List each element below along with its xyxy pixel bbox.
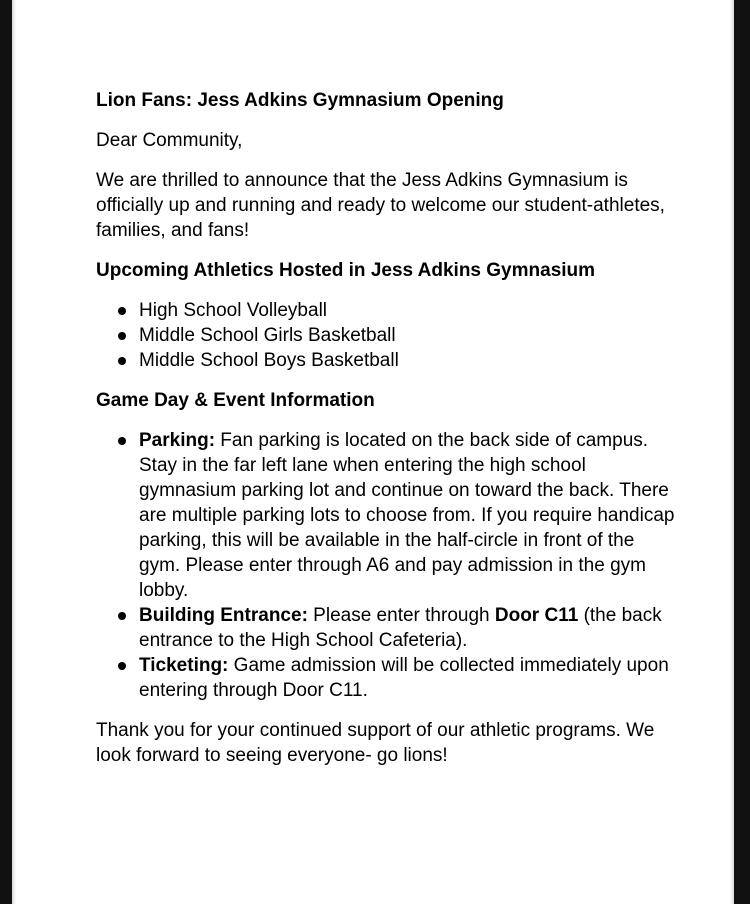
list-item: Middle School Boys Basketball	[96, 348, 676, 373]
ticketing-label: Ticketing:	[139, 655, 229, 676]
entrance-item	[96, 603, 676, 653]
info-list	[96, 428, 676, 703]
intro-paragraph: We are thrilled to announce that the Jess Adkins Gymnasium is officially up and running and ready to welcome our student-athletes, families, and fans!	[96, 170, 665, 241]
list-item: High School Volleyball	[96, 298, 676, 323]
entrance-door: Door C11	[494, 605, 579, 626]
entrance-label: Building Entrance:	[139, 605, 308, 626]
parking-text: Fan parking is located on the back side of campus. Stay in the far left lane when entering the high school gymnasium parking lot and continue on toward the back. There are multiple parking lots to choose from. If you require handicap parking, this will be available in the half-circle in front of the gym. Please enter through A6 and pay admission in the gym lobby.	[139, 430, 675, 601]
page-edge-right	[730, 0, 734, 904]
list-item: Middle School Girls Basketball	[96, 323, 676, 348]
entrance-text-before: Please enter through	[307, 605, 495, 626]
page-edge-left	[12, 0, 16, 904]
entrance-text-after: (the back entrance to the High School Cafeteria).	[139, 605, 662, 651]
document-content	[96, 88, 676, 768]
closing-paragraph: Thank you for your continued support of our athletic programs. We look forward to seeing everyone- go lions!	[96, 720, 655, 766]
parking-label: Parking:	[139, 430, 216, 451]
ticketing-text: Game admission will be collected immediately upon entering through Door C11.	[139, 655, 669, 701]
athletics-list	[96, 298, 676, 373]
document-page	[12, 0, 734, 904]
greeting: Dear Community,	[96, 130, 243, 151]
info-heading: Game Day & Event Information	[96, 390, 375, 411]
ticketing-item	[96, 653, 676, 703]
document-title: Lion Fans: Jess Adkins Gymnasium Opening	[96, 90, 504, 111]
parking-item	[96, 428, 676, 603]
athletics-heading: Upcoming Athletics Hosted in Jess Adkins Gymnasium	[96, 260, 596, 281]
